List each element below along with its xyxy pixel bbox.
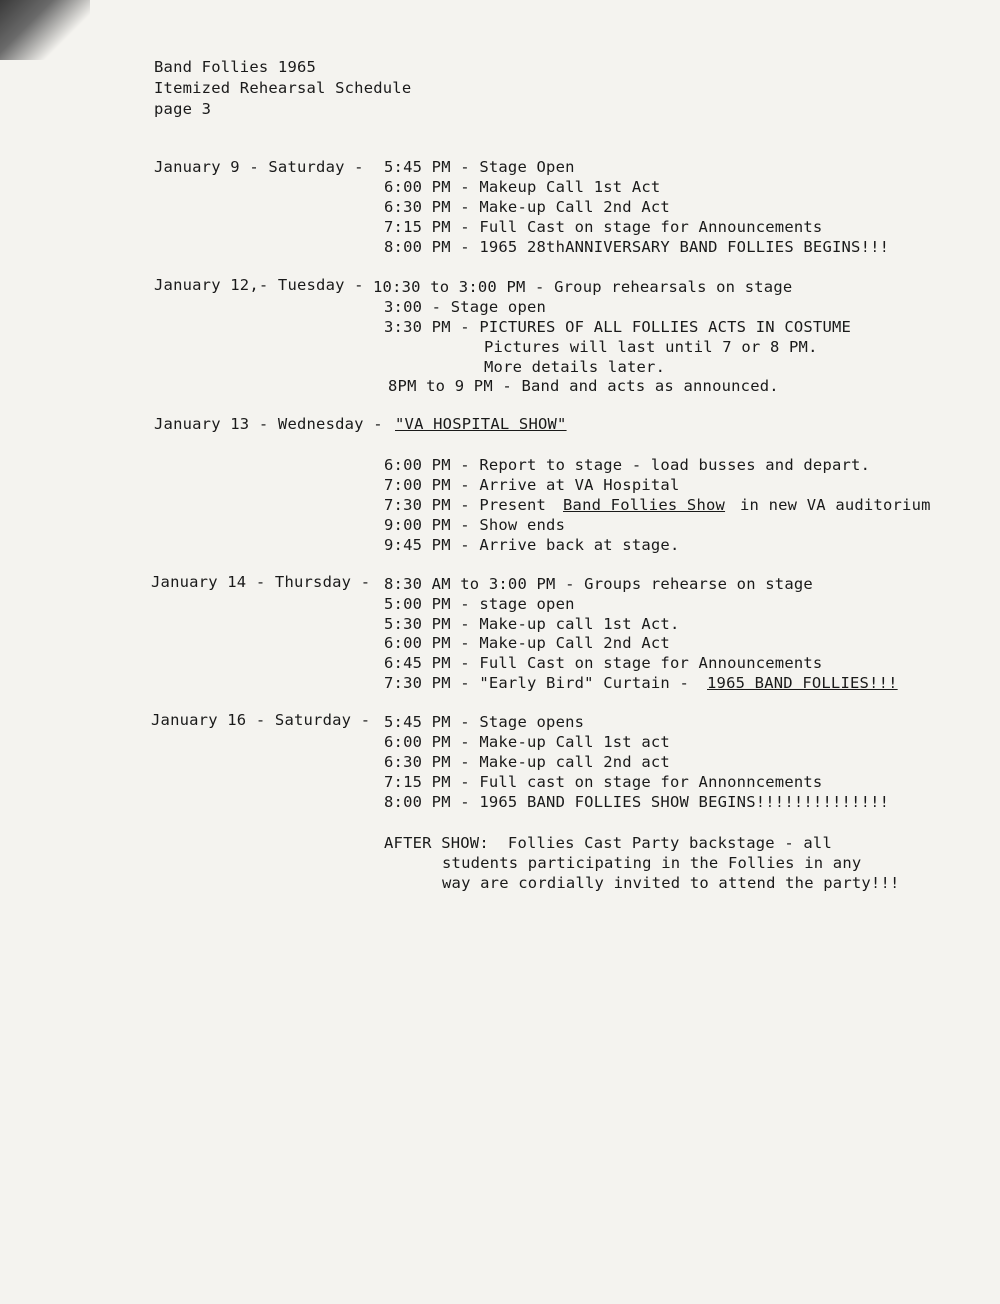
schedule-item: 6:00 PM - Makeup Call 1st Act [384, 178, 661, 196]
schedule-item: 6:30 PM - Make-up call 2nd act [384, 753, 670, 771]
band-follies-headline: 1965 BAND FOLLIES!!! [707, 674, 898, 692]
schedule-item: 7:30 PM - Present [384, 496, 547, 514]
schedule-item: 8:00 PM - 1965 28thANNIVERSARY BAND FOLLIES BEGINS!!! [384, 238, 890, 256]
schedule-item: 5:30 PM - Make-up call 1st Act. [384, 615, 680, 633]
schedule-item: 7:15 PM - Full cast on stage for Annonncements [384, 773, 823, 791]
schedule-item: 5:45 PM - Stage Open [384, 158, 575, 176]
jan14-date: January 14 - Thursday - [151, 573, 371, 591]
schedule-item: 3:00 - Stage open [384, 298, 547, 316]
after-show-line2: students participating in the Follies in any [442, 854, 862, 872]
jan12-date: January 12,- Tuesday - [154, 276, 364, 294]
schedule-item: 3:30 PM - PICTURES OF ALL FOLLIES ACTS IN COSTUME [384, 318, 852, 336]
schedule-item: 7:30 PM - "Early Bird" Curtain - [384, 674, 690, 692]
folded-corner [0, 0, 90, 60]
schedule-item: 8:30 AM to 3:00 PM - Groups rehearse on stage [384, 575, 813, 593]
va-show-title: "VA HOSPITAL SHOW" [395, 415, 567, 433]
header-page: page 3 [154, 100, 212, 118]
schedule-item: 5:45 PM - Stage opens [384, 713, 585, 731]
schedule-item: 7:00 PM - Arrive at VA Hospital [384, 476, 680, 494]
schedule-item: 9:00 PM - Show ends [384, 516, 566, 534]
schedule-item: in new VA auditorium [740, 496, 931, 514]
schedule-item: 10:30 to 3:00 PM - Group rehearsals on stage [373, 278, 793, 296]
header-title: Band Follies 1965 [154, 58, 317, 76]
schedule-item: Pictures will last until 7 or 8 PM. [484, 338, 818, 356]
after-show-line1: AFTER SHOW: Follies Cast Party backstage - all [384, 834, 832, 852]
jan13-date: January 13 - Wednesday - [154, 415, 383, 433]
jan9-date: January 9 - Saturday - [154, 158, 364, 176]
schedule-item: 9:45 PM - Arrive back at stage. [384, 536, 680, 554]
schedule-item: 8PM to 9 PM - Band and acts as announced. [388, 377, 779, 395]
schedule-item: 5:00 PM - stage open [384, 595, 575, 613]
schedule-item: 6:45 PM - Full Cast on stage for Announcements [384, 654, 823, 672]
schedule-item: 6:00 PM - Make-up Call 2nd Act [384, 634, 670, 652]
schedule-item: 6:00 PM - Make-up Call 1st act [384, 733, 670, 751]
schedule-item: 6:00 PM - Report to stage - load busses and depart. [384, 456, 871, 474]
band-follies-show: Band Follies Show [563, 496, 726, 514]
header-subtitle: Itemized Rehearsal Schedule [154, 79, 412, 97]
after-show-line3: way are cordially invited to attend the party!!! [442, 874, 900, 892]
jan16-date: January 16 - Saturday - [151, 711, 371, 729]
schedule-item: 7:15 PM - Full Cast on stage for Announcements [384, 218, 823, 236]
schedule-item: More details later. [484, 358, 666, 376]
schedule-item: 6:30 PM - Make-up Call 2nd Act [384, 198, 670, 216]
schedule-item: 8:00 PM - 1965 BAND FOLLIES SHOW BEGINS!!!!!!!!!!!!!! [384, 793, 890, 811]
